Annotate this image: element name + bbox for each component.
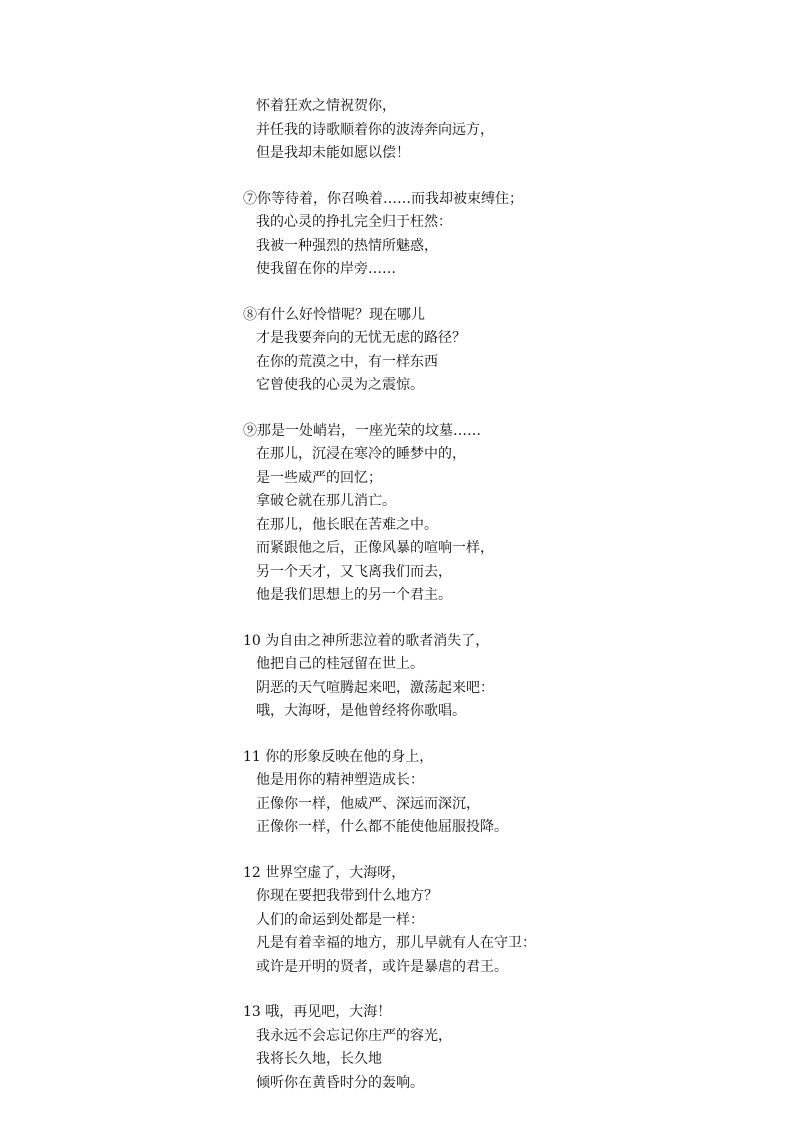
poem-line: ⑧有什么好怜惜呢？现在哪儿 bbox=[243, 306, 425, 323]
poem-line: 13 哦，再见吧，大海！ bbox=[243, 1004, 392, 1020]
poem-line: 它曾使我的心灵为之震惊。 bbox=[256, 377, 424, 393]
poem-line: 才是我要奔向的无忧无虑的路径？ bbox=[256, 330, 466, 346]
poem-line: 我被一种强烈的热情所魅惑， bbox=[256, 237, 438, 254]
poem-line: 12 世界空虚了，大海呀， bbox=[243, 864, 406, 881]
stanza bbox=[243, 188, 763, 282]
poem-line: 拿破仑就在那儿消亡。 bbox=[256, 493, 396, 509]
stanza bbox=[243, 420, 763, 608]
poem-line: 另一个天才，又飞离我们而去， bbox=[256, 563, 452, 580]
poem-line: 我的心灵的挣扎完全归于枉然： bbox=[256, 214, 452, 230]
poem-line: ⑦你等待着，你召唤着……而我却被束缚住； bbox=[243, 190, 523, 207]
poem-line: 10 为自由之神所悲泣着的歌者消失了， bbox=[243, 632, 490, 649]
stanza bbox=[243, 1001, 763, 1095]
poem-line: 他是我们思想上的另一个君主。 bbox=[256, 587, 452, 603]
poem-body bbox=[243, 95, 763, 1117]
poem-line: 在你的荒漠之中，有一样东西 bbox=[256, 353, 438, 370]
poem-line: 而紧跟他之后，正像风暴的喧响一样， bbox=[256, 540, 494, 556]
stanza bbox=[243, 95, 763, 166]
poem-line: 使我留在你的岸旁…… bbox=[256, 261, 396, 277]
poem-line: 倾听你在黄昏时分的轰响。 bbox=[256, 1074, 424, 1091]
poem-line: 阴恶的天气喧腾起来吧，激荡起来吧： bbox=[256, 679, 494, 696]
poem-line: 并任我的诗歌顺着你的波涛奔向远方， bbox=[256, 121, 494, 138]
poem-line: 是一些威严的回忆； bbox=[256, 469, 382, 486]
poem-line: 他把自己的桂冠留在世上。 bbox=[256, 656, 424, 672]
poem-line: 我将长久地，长久地 bbox=[256, 1051, 382, 1067]
poem-line: 在那儿，他长眠在苦难之中。 bbox=[256, 516, 438, 533]
stanza bbox=[243, 746, 763, 840]
poem-line: 哦，大海呀，是他曾经将你歌唱。 bbox=[256, 703, 466, 719]
poem-line: 人们的命运到处都是一样： bbox=[256, 911, 424, 928]
poem-line: 我永远不会忘记你庄严的容光， bbox=[256, 1027, 452, 1044]
poem-line: 怀着狂欢之情祝贺你， bbox=[256, 98, 396, 114]
poem-line: 11 你的形象反映在他的身上， bbox=[243, 748, 434, 765]
poem-line: 他是用你的精神塑造成长： bbox=[256, 772, 424, 788]
poem-line: ⑨那是一处峭岩，一座光荣的坟墓…… bbox=[243, 422, 481, 439]
stanza bbox=[243, 304, 763, 398]
poem-line: 正像你一样，什么都不能使他屈服投降。 bbox=[256, 819, 508, 835]
poem-line: 但是我却未能如愿以偿！ bbox=[256, 145, 410, 161]
poem-line: 凡是有着幸福的地方，那儿早就有人在守卫： bbox=[256, 935, 536, 951]
stanza bbox=[243, 862, 763, 980]
poem-line: 你现在要把我带到什么地方？ bbox=[256, 888, 438, 904]
poem-line: 在那儿，沉浸在寒冷的睡梦中的， bbox=[256, 446, 466, 462]
stanza bbox=[243, 630, 763, 724]
poem-line: 正像你一样，他威严、深远而深沉， bbox=[256, 795, 480, 812]
poem-line: 或许是开明的贤者，或许是暴虐的君王。 bbox=[256, 958, 508, 975]
